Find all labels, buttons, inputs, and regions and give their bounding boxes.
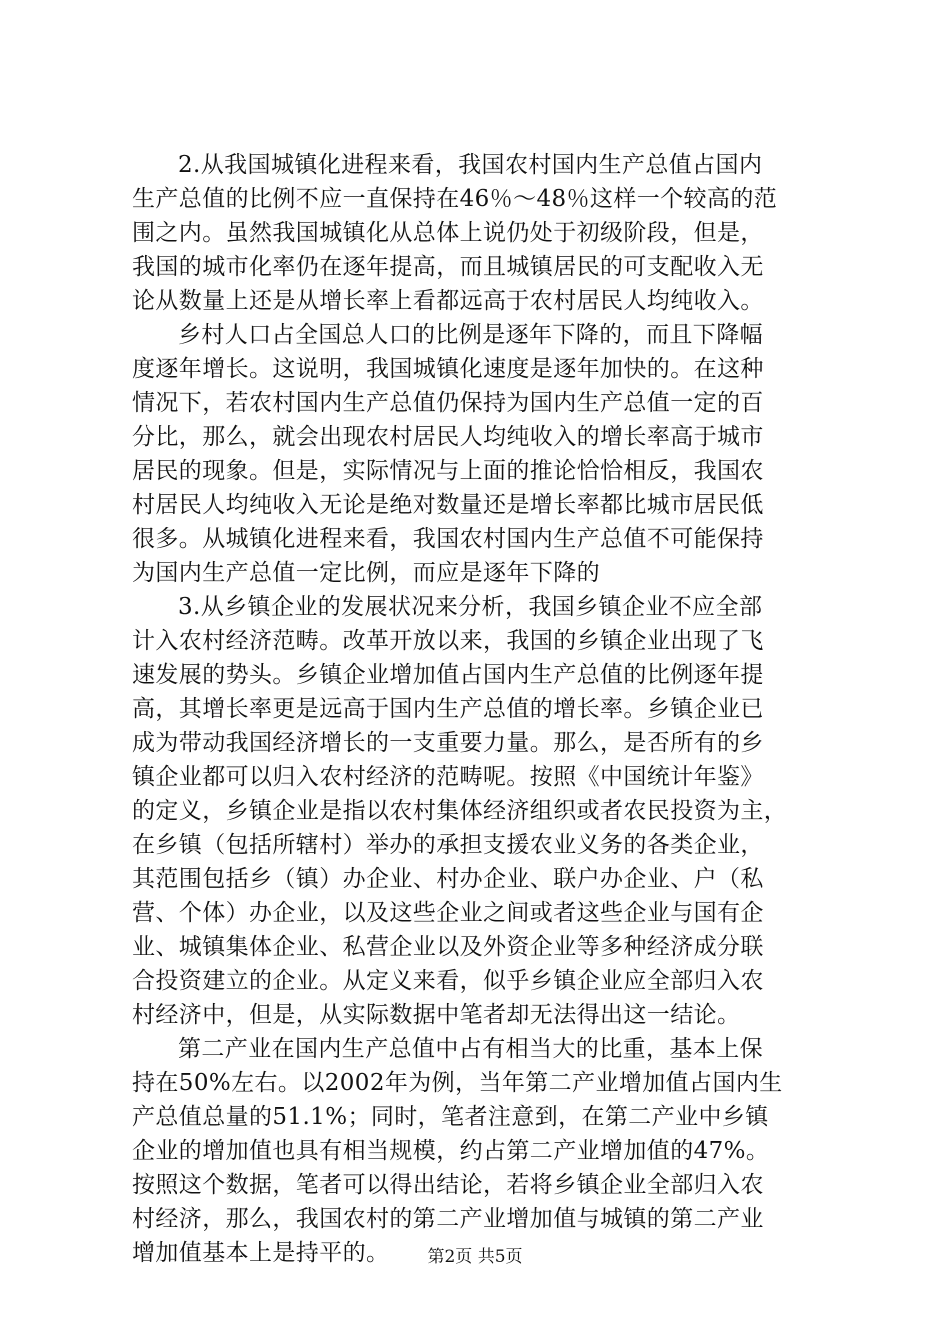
text-line: 合投资建立的企业。从定义来看，似乎乡镇企业应全部归入农 bbox=[132, 968, 764, 994]
text-line: 产总值总量的51.1%；同时，笔者注意到，在第二产业中乡镇 bbox=[132, 1104, 769, 1130]
paragraph-first-line: 2.从我国城镇化进程来看，我国农村国内生产总值占国内 bbox=[178, 152, 763, 178]
paragraph-first-line: 乡村人口占全国总人口的比例是逐年下降的，而且下降幅 bbox=[178, 322, 763, 348]
page-footer bbox=[0, 1245, 950, 1269]
text-line: 增加值基本上是持平的。 bbox=[132, 1240, 390, 1266]
paragraph-first-line: 第二产业在国内生产总值中占有相当大的比重，基本上保 bbox=[178, 1036, 763, 1062]
document-body bbox=[132, 148, 832, 1270]
text-line: 论从数量上还是从增长率上看都远高于农村居民人均纯收入。 bbox=[132, 288, 764, 314]
text-line: 营、个体）办企业，以及这些企业之间或者这些企业与国有企 bbox=[132, 900, 764, 926]
text-line: 我国的城市化率仍在逐年提高，而且城镇居民的可支配收入无 bbox=[132, 254, 764, 280]
text-line: 镇企业都可以归入农村经济的范畴呢。按照《中国统计年鉴》 bbox=[132, 764, 764, 790]
text-line: 村居民人均纯收入无论是绝对数量还是增长率都比城市居民低 bbox=[132, 492, 764, 518]
text-line: 其范围包括乡（镇）办企业、村办企业、联户办企业、户（私 bbox=[132, 866, 764, 892]
page-number: 第2页 共5页 bbox=[427, 1247, 523, 1267]
text-line: 村经济，那么，我国农村的第二产业增加值与城镇的第二产业 bbox=[132, 1206, 764, 1232]
text-line: 生产总值的比例不应一直保持在46％～48％这样一个较高的范 bbox=[132, 186, 778, 212]
text-line: 为国内生产总值一定比例，而应是逐年下降的 bbox=[132, 560, 600, 586]
text-line: 分比，那么，就会出现农村居民人均纯收入的增长率高于城市 bbox=[132, 424, 764, 450]
text-line: 的定义，乡镇企业是指以农村集体经济组织或者农民投资为主， bbox=[132, 798, 788, 824]
text-line: 在乡镇（包括所辖村）举办的承担支援农业义务的各类企业， bbox=[132, 832, 764, 858]
text-line: 村经济中，但是，从实际数据中笔者却无法得出这一结论。 bbox=[132, 1002, 741, 1028]
text-line: 速发展的势头。乡镇企业增加值占国内生产总值的比例逐年提 bbox=[132, 662, 764, 688]
text-line: 很多。从城镇化进程来看，我国农村国内生产总值不可能保持 bbox=[132, 526, 764, 552]
text-line: 计入农村经济范畴。改革开放以来，我国的乡镇企业出现了飞 bbox=[132, 628, 764, 654]
text-line: 度逐年增长。这说明，我国城镇化速度是逐年加快的。在这种 bbox=[132, 356, 764, 382]
text-line: 居民的现象。但是，实际情况与上面的推论恰恰相反，我国农 bbox=[132, 458, 764, 484]
text-line: 按照这个数据，笔者可以得出结论，若将乡镇企业全部归入农 bbox=[132, 1172, 764, 1198]
text-line: 业、城镇集体企业、私营企业以及外资企业等多种经济成分联 bbox=[132, 934, 764, 960]
text-line: 企业的增加值也具有相当规模，约占第二产业增加值的47%。 bbox=[132, 1138, 770, 1164]
text-line: 高，其增长率更是远高于国内生产总值的增长率。乡镇企业已 bbox=[132, 696, 764, 722]
text-line: 持在50%左右。以2002年为例，当年第二产业增加值占国内生 bbox=[132, 1070, 783, 1096]
text-line: 情况下，若农村国内生产总值仍保持为国内生产总值一定的百 bbox=[132, 390, 764, 416]
paragraph-first-line: 3.从乡镇企业的发展状况来分析，我国乡镇企业不应全部 bbox=[178, 594, 763, 620]
text-line: 围之内。虽然我国城镇化从总体上说仍处于初级阶段，但是， bbox=[132, 220, 764, 246]
text-line: 成为带动我国经济增长的一支重要力量。那么，是否所有的乡 bbox=[132, 730, 764, 756]
